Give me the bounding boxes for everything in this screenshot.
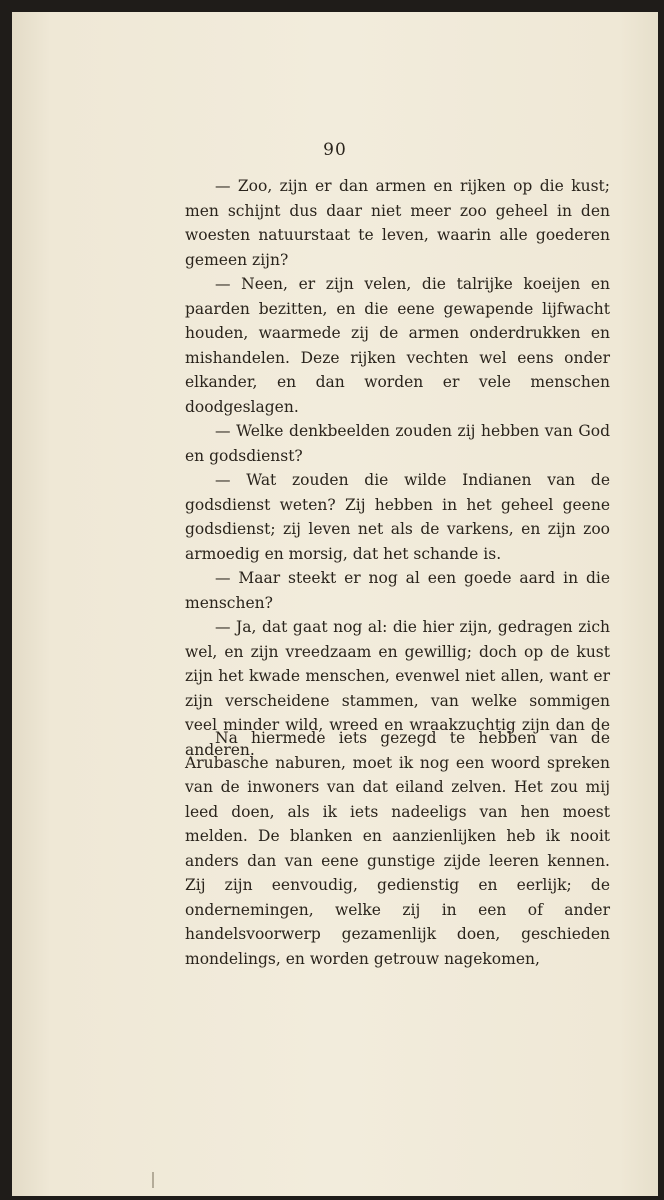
page-number: 90 — [323, 140, 347, 160]
dialogue-paragraph: — Wat zouden die wilde Indianen van de godsdienst weten? Zij hebben in het geheel geene godsdienst; zij leven net als de varkens, en zijn zoo armoedig en morsig, dat het schande is. — [185, 471, 610, 563]
narrative-block — [185, 726, 610, 971]
dialogue-paragraph: — Neen, er zijn velen, die talrijke koeijen en paarden bezitten, en die eene gewapende lijfwacht houden, waarmede zij de armen onderdrukken en mishandelen. Deze rijken vechten wel eens onder elkander, en dan worden er vele menschen doodgeslagen. — [185, 275, 610, 416]
dialogue-block — [185, 174, 610, 762]
margin-mark — [152, 1172, 154, 1188]
dialogue-paragraph: — Zoo, zijn er dan armen en rijken op die kust; men schijnt dus daar niet meer zoo geheel in den woesten natuurstaat te leven, waarin alle goederen gemeen zijn? — [185, 177, 610, 269]
dialogue-paragraph: — Welke denkbeelden zouden zij hebben van God en godsdienst? — [185, 422, 610, 465]
dialogue-paragraph: — Ja, dat gaat nog al: die hier zijn, gedragen zich wel, en zijn vreedzaam en gewillig; doch op de kust zijn het kwade menschen, evenwel niet allen, want er zijn verscheidene stammen, van welke sommigen veel minder wild, wreed en wraakzuchtig zijn dan de anderen. — [185, 618, 610, 759]
narrative-paragraph: Na hiermede iets gezegd te hebben van de Arubasche naburen, moet ik nog een woord spreken van de inwoners van dat eiland zelven. Het zou mij leed doen, als ik iets nadeeligs van hen moest melden. De blanken en aanzienlijken heb ik nooit anders dan van eene gunstige zijde leeren kennen. Zij zijn eenvoudig, gedienstig en eerlijk; de ondernemingen, welke zij in een of ander handelsvoorwerp gezamenlijk doen, geschieden mondelings, en worden getrouw nagekomen, — [185, 729, 610, 968]
book-page — [12, 12, 658, 1196]
dialogue-paragraph: — Maar steekt er nog al een goede aard in die menschen? — [185, 569, 610, 612]
